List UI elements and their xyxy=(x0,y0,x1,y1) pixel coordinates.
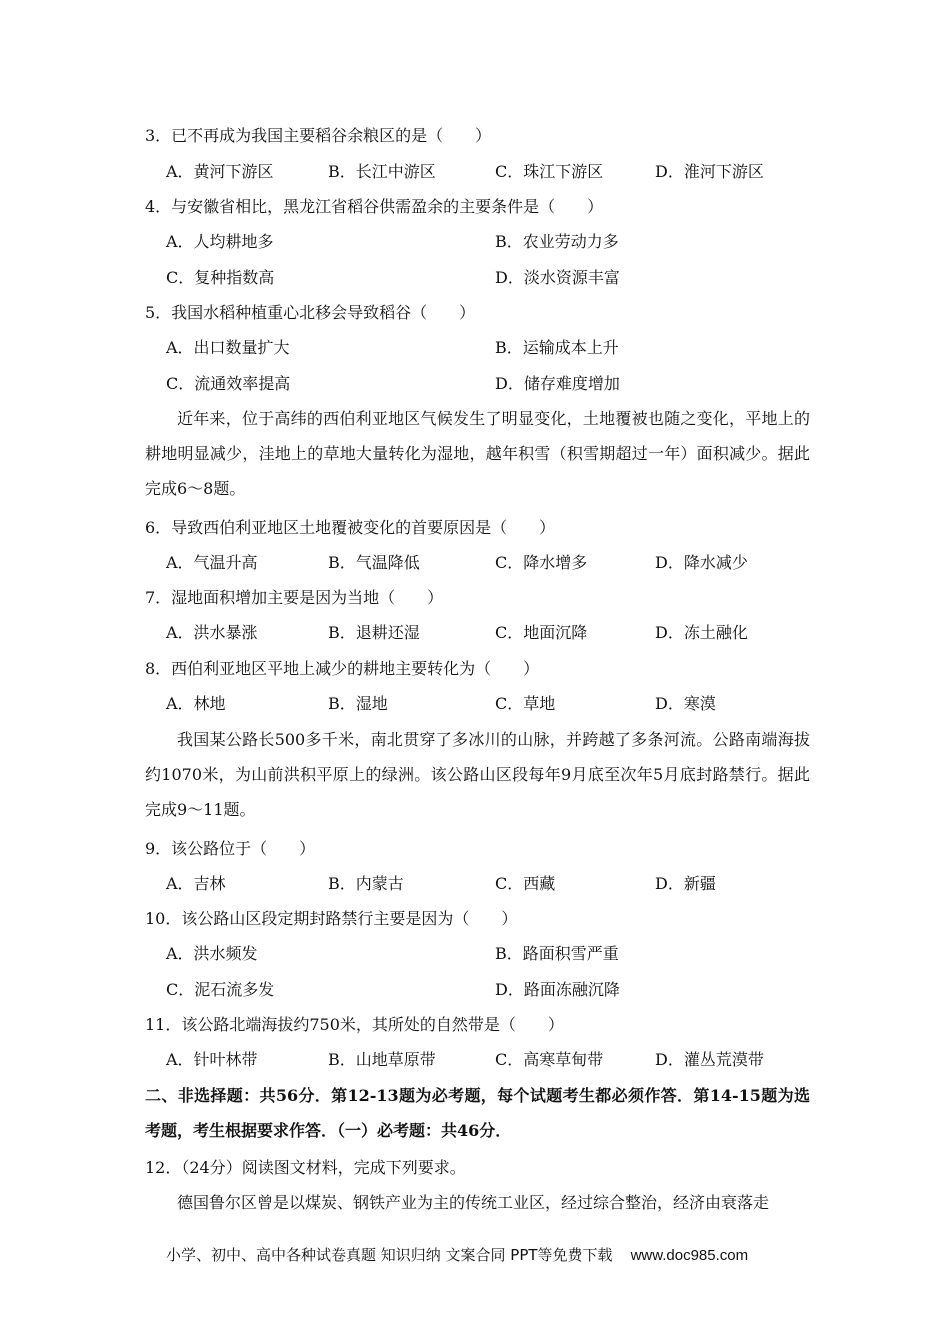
question-10-option-d: D．路面冻融沉降 xyxy=(495,980,620,999)
question-5-option-b: B．运输成本上升 xyxy=(495,338,619,357)
question-6-option-a: A．气温升高 xyxy=(166,553,258,572)
question-5-option-a: A．出口数量扩大 xyxy=(166,338,290,357)
question-9-option-b: B．内蒙古 xyxy=(328,874,404,893)
passage-highway: 我国某公路长500多千米，南北贯穿了多冰川的山脉，并跨越了多条河流。公路南端海拔约1070米，为山前洪积平原上的绿洲。该公路山区段每年9月底至次年5月底封路禁行。据此完成9～11题。 xyxy=(145,730,810,819)
question-3-option-d: D．淮河下游区 xyxy=(655,162,764,181)
footer-text: 小学、初中、高中各种试卷真题 知识归纳 文案合同 PPT等免费下载 xyxy=(166,1246,613,1264)
question-7-option-b: B．退耕还湿 xyxy=(328,623,420,642)
question-8-option-a: A．林地 xyxy=(166,694,226,713)
question-6-stem: 6．导致西伯利亚地区土地覆被变化的首要原因是（ ） xyxy=(145,518,556,537)
question-11-option-d: D．灌丛荒漠带 xyxy=(655,1050,764,1069)
question-9-stem: 9．该公路位于（ ） xyxy=(145,839,316,858)
question-10-option-b: B．路面积雪严重 xyxy=(495,944,619,963)
question-4-option-b: B．农业劳动力多 xyxy=(495,232,619,251)
question-4-stem: 4．与安徽省相比，黑龙江省稻谷供需盈余的主要条件是（ ） xyxy=(145,197,604,216)
question-9-option-a: A．吉林 xyxy=(166,874,226,893)
question-11-option-b: B．山地草原带 xyxy=(328,1050,436,1069)
question-12-passage: 德国鲁尔区曾是以煤炭、钢铁产业为主的传统工业区，经过综合整治，经济由衰落走 xyxy=(177,1193,770,1212)
passage-siberia: 近年来，位于高纬的西伯利亚地区气候发生了明显变化，土地覆被也随之变化，平地上的耕地明显减少，洼地上的草地大量转化为湿地，越年积雪（积雪期超过一年）面积减少。据此完成6～8题。 xyxy=(145,409,810,498)
question-9-option-d: D．新疆 xyxy=(655,874,716,893)
question-4-option-a: A．人均耕地多 xyxy=(166,232,274,251)
question-7-stem: 7．湿地面积增加主要是因为当地（ ） xyxy=(145,588,444,607)
question-3-option-c: C．珠江下游区 xyxy=(495,162,604,181)
question-10-option-c: C．泥石流多发 xyxy=(166,980,275,999)
question-6-option-d: D．降水减少 xyxy=(655,553,748,572)
question-9-option-c: C．西藏 xyxy=(495,874,556,893)
question-8-option-b: B．湿地 xyxy=(328,694,388,713)
question-11-option-c: C．高寒草甸带 xyxy=(495,1050,604,1069)
question-8-option-d: D．寒漠 xyxy=(655,694,716,713)
question-6-option-b: B．气温降低 xyxy=(328,553,420,572)
question-5-option-c: C．流通效率提高 xyxy=(166,374,291,393)
question-8-option-c: C．草地 xyxy=(495,694,556,713)
question-7-option-c: C．地面沉降 xyxy=(495,623,588,642)
section-2-heading: 二、非选择题：共56分．第12-13题为必考题，每个试题考生都必须作答．第14-15题为选考题，考生根据要求作答．（一）必考题：共46分． xyxy=(145,1086,810,1140)
question-5-stem: 5．我国水稻种植重心北移会导致稻谷（ ） xyxy=(145,303,476,322)
question-3-option-b: B．长江中游区 xyxy=(328,162,436,181)
question-3-option-a: A．黄河下游区 xyxy=(166,162,274,181)
question-5-option-d: D．储存难度增加 xyxy=(495,374,620,393)
question-11-option-a: A．针叶林带 xyxy=(166,1050,258,1069)
question-4-option-c: C．复种指数高 xyxy=(166,268,275,287)
question-10-stem: 10．该公路山区段定期封路禁行主要是因为（ ） xyxy=(145,909,518,928)
question-4-option-d: D．淡水资源丰富 xyxy=(495,268,620,287)
question-7-option-d: D．冻土融化 xyxy=(655,623,748,642)
question-3-stem: 3．已不再成为我国主要稻谷余粮区的是（ ） xyxy=(145,126,492,145)
question-11-stem: 11．该公路北端海拔约750米，其所处的自然带是（ ） xyxy=(145,1015,564,1034)
question-10-option-a: A．洪水频发 xyxy=(166,944,258,963)
footer-url[interactable]: www.doc985.com xyxy=(630,1247,749,1264)
question-7-option-a: A．洪水暴涨 xyxy=(166,623,258,642)
question-12-stem: 12．（24分）阅读图文材料，完成下列要求。 xyxy=(145,1158,466,1177)
question-6-option-c: C．降水增多 xyxy=(495,553,588,572)
question-8-stem: 8．西伯利亚地区平地上减少的耕地主要转化为（ ） xyxy=(145,659,540,678)
page-footer xyxy=(166,1245,748,1266)
